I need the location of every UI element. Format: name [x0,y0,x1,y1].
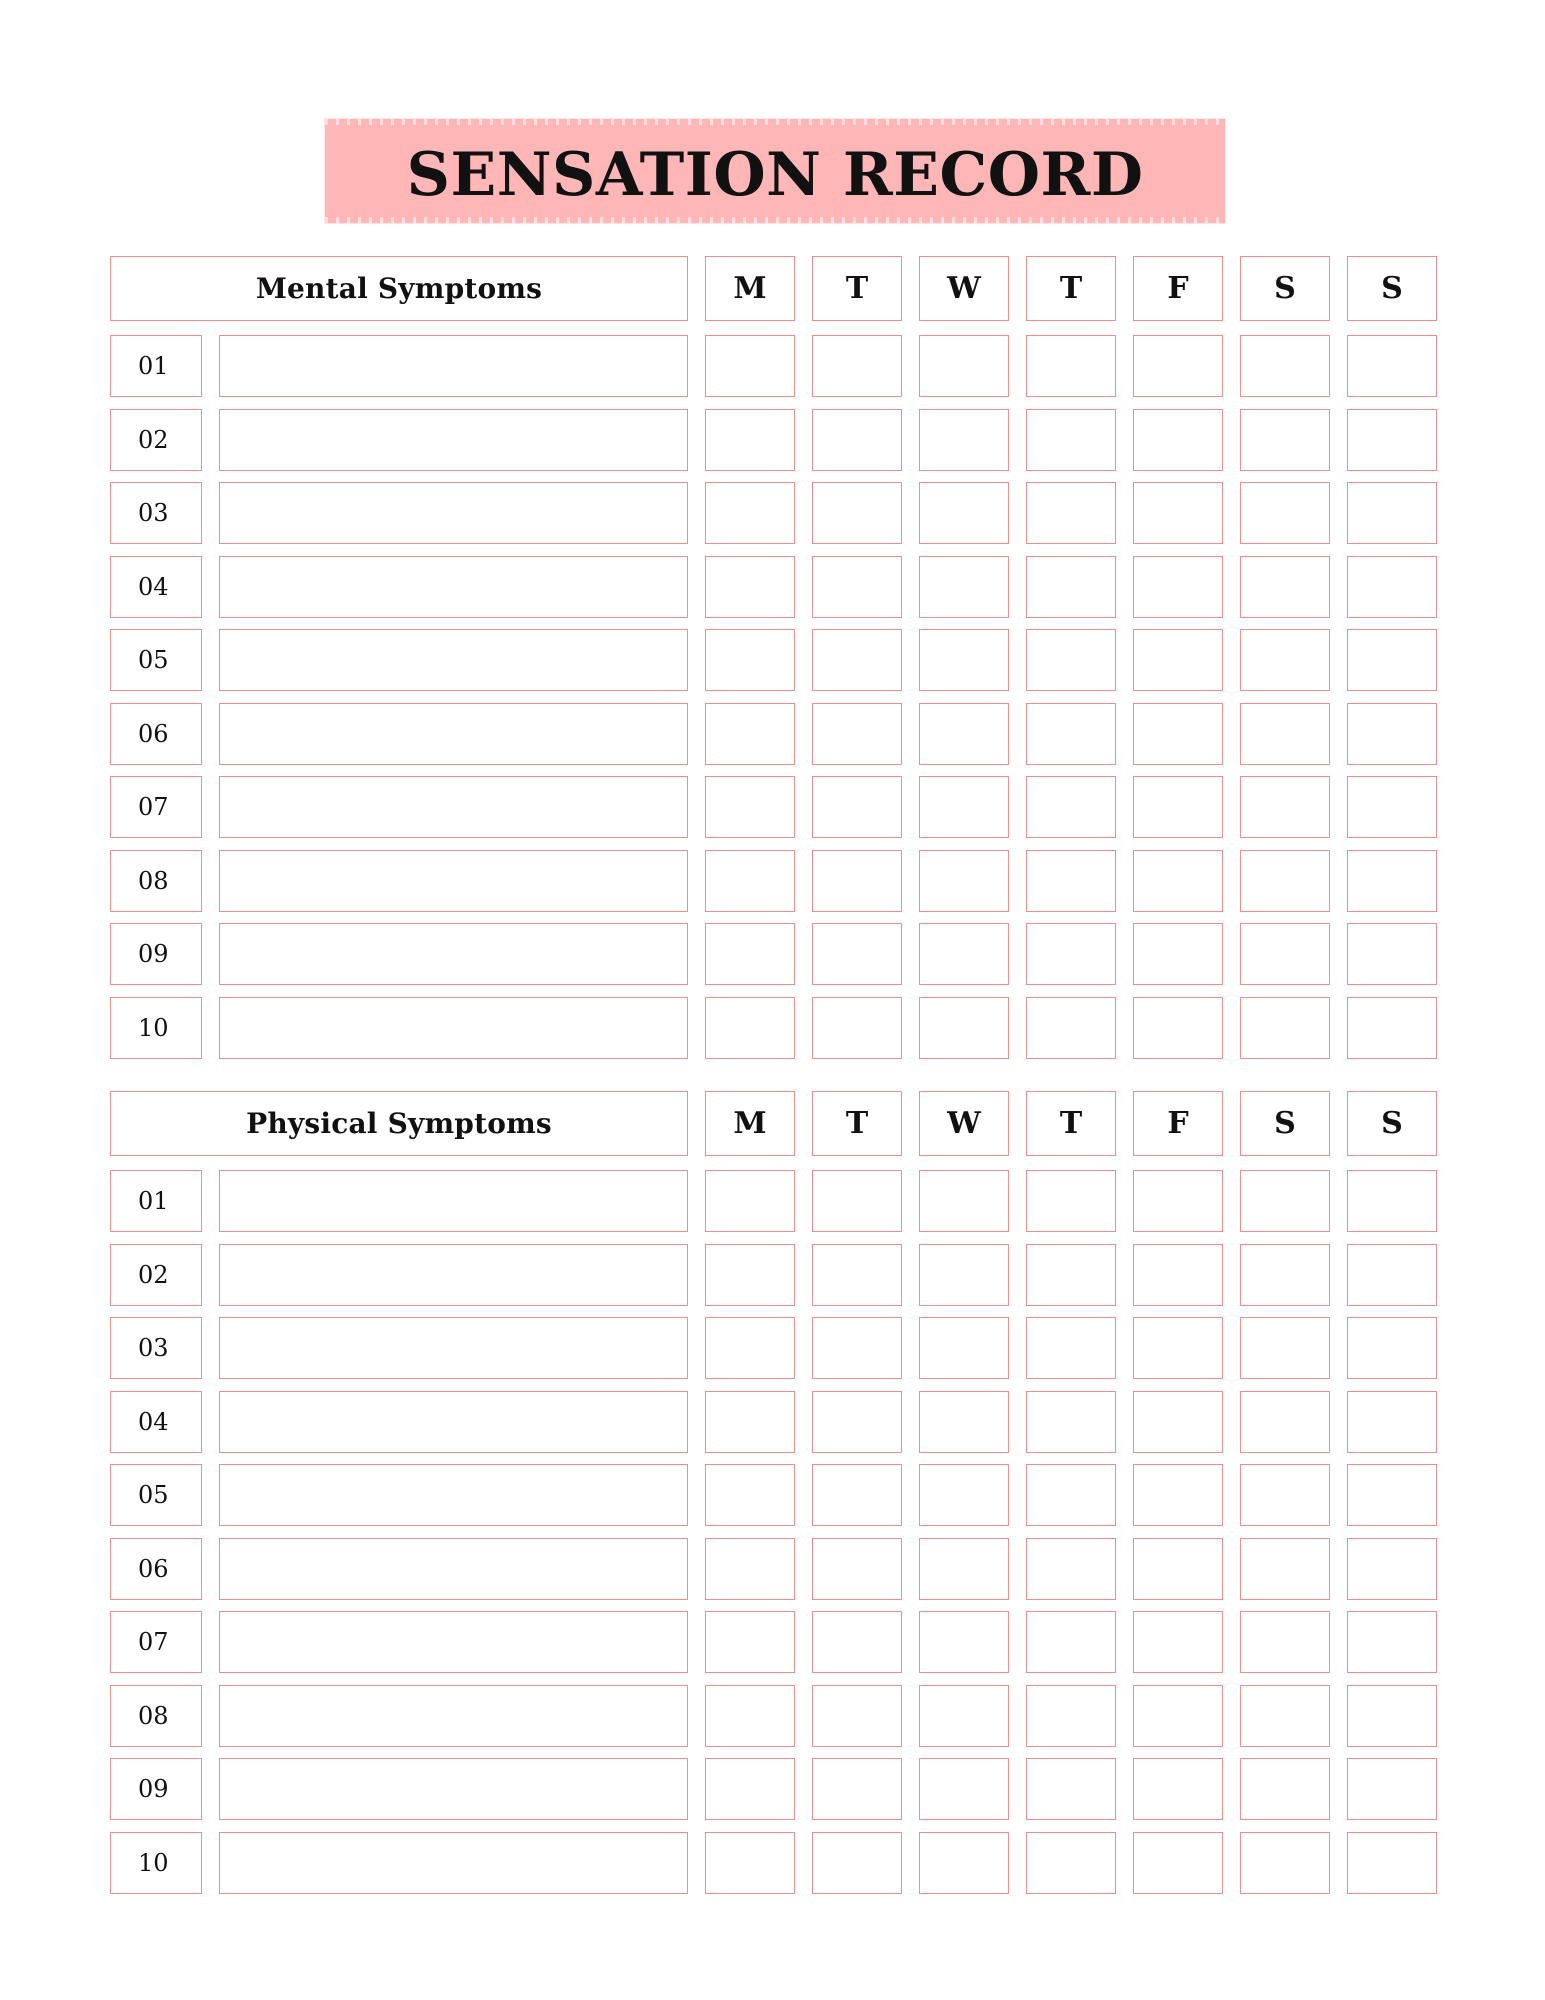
symptom-row [110,1317,1436,1379]
day-checkbox-fri[interactable] [1133,703,1223,765]
day-checkbox-tue[interactable] [812,850,902,912]
symptom-entry-field[interactable] [219,1391,688,1453]
day-checkbox-sat[interactable] [1240,482,1330,544]
day-checkbox-sat[interactable] [1240,1391,1330,1453]
day-checkbox-thu[interactable] [1026,1538,1116,1600]
day-checkbox-fri[interactable] [1133,1685,1223,1747]
symptom-entry-field[interactable] [219,335,688,397]
day-checkbox-fri[interactable] [1133,1244,1223,1306]
day-checkbox-wed[interactable] [919,1317,1009,1379]
day-checkbox-thu[interactable] [1026,1244,1116,1306]
day-checkbox-thu[interactable] [1026,409,1116,471]
row-number: 06 [110,1538,202,1600]
page-title: SENSATION RECORD [406,140,1144,210]
day-checkbox-sat[interactable] [1240,997,1330,1059]
day-checkbox-tue[interactable] [812,1464,902,1526]
day-checkbox-wed[interactable] [919,1685,1009,1747]
row-number: 01 [110,335,202,397]
day-header-sat: S [1240,256,1330,321]
day-checkbox-tue[interactable] [812,703,902,765]
day-checkbox-sun[interactable] [1347,556,1437,618]
day-header-wed: W [919,1091,1009,1156]
day-checkbox-sun[interactable] [1347,1685,1437,1747]
row-number: 10 [110,997,202,1059]
day-checkbox-fri[interactable] [1133,1758,1223,1820]
symptom-row [110,629,1436,691]
day-checkbox-thu[interactable] [1026,923,1116,985]
day-checkbox-sat[interactable] [1240,1685,1330,1747]
symptom-row [110,850,1436,912]
symptom-entry-field[interactable] [219,1832,688,1894]
day-checkbox-mon[interactable] [705,556,795,618]
row-number: 07 [110,776,202,838]
symptom-row [110,997,1436,1059]
day-checkbox-fri[interactable] [1133,1391,1223,1453]
day-checkbox-tue[interactable] [812,1538,902,1600]
symptom-row [110,1758,1436,1820]
day-checkbox-tue[interactable] [812,1391,902,1453]
day-checkbox-fri[interactable] [1133,923,1223,985]
day-checkbox-wed[interactable] [919,1464,1009,1526]
day-checkbox-sun[interactable] [1347,335,1437,397]
day-checkbox-wed[interactable] [919,776,1009,838]
day-checkbox-mon[interactable] [705,629,795,691]
day-checkbox-mon[interactable] [705,335,795,397]
day-checkbox-wed[interactable] [919,1758,1009,1820]
symptom-row [110,923,1436,985]
day-checkbox-sat[interactable] [1240,1611,1330,1673]
day-header-fri: F [1133,256,1223,321]
day-checkbox-tue[interactable] [812,997,902,1059]
day-checkbox-mon[interactable] [705,1758,795,1820]
day-checkbox-sat[interactable] [1240,850,1330,912]
day-checkbox-tue[interactable] [812,482,902,544]
day-checkbox-sun[interactable] [1347,850,1437,912]
day-checkbox-sun[interactable] [1347,409,1437,471]
day-checkbox-mon[interactable] [705,1317,795,1379]
day-checkbox-sat[interactable] [1240,1538,1330,1600]
symptom-row [110,703,1436,765]
symptom-row [110,1538,1436,1600]
day-checkbox-sun[interactable] [1347,1611,1437,1673]
day-checkbox-sat[interactable] [1240,409,1330,471]
day-checkbox-mon[interactable] [705,703,795,765]
day-checkbox-mon[interactable] [705,1538,795,1600]
day-checkbox-wed[interactable] [919,850,1009,912]
day-checkbox-sun[interactable] [1347,703,1437,765]
symptom-entry-field[interactable] [219,850,688,912]
symptom-entry-field[interactable] [219,776,688,838]
symptom-row [110,1685,1436,1747]
day-checkbox-thu[interactable] [1026,1170,1116,1232]
day-checkbox-mon[interactable] [705,1832,795,1894]
day-header-sun: S [1347,1091,1437,1156]
row-number: 02 [110,409,202,471]
symptom-row [110,1391,1436,1453]
row-number: 03 [110,482,202,544]
row-number: 09 [110,1758,202,1820]
day-checkbox-thu[interactable] [1026,850,1116,912]
day-checkbox-tue[interactable] [812,1317,902,1379]
day-checkbox-wed[interactable] [919,1244,1009,1306]
symptom-row [110,335,1436,397]
day-checkbox-fri[interactable] [1133,1464,1223,1526]
row-number: 05 [110,1464,202,1526]
day-checkbox-sat[interactable] [1240,1244,1330,1306]
day-checkbox-thu[interactable] [1026,482,1116,544]
day-checkbox-sun[interactable] [1347,629,1437,691]
day-checkbox-mon[interactable] [705,1391,795,1453]
row-number: 01 [110,1170,202,1232]
day-checkbox-mon[interactable] [705,1244,795,1306]
day-checkbox-mon[interactable] [705,1170,795,1232]
day-checkbox-tue[interactable] [812,1685,902,1747]
day-checkbox-mon[interactable] [705,850,795,912]
day-checkbox-wed[interactable] [919,335,1009,397]
day-checkbox-sun[interactable] [1347,1317,1437,1379]
day-checkbox-sat[interactable] [1240,629,1330,691]
row-number: 02 [110,1244,202,1306]
day-checkbox-wed[interactable] [919,1391,1009,1453]
row-number: 08 [110,850,202,912]
day-checkbox-sat[interactable] [1240,923,1330,985]
section-heading: Physical Symptoms [110,1091,688,1156]
row-number: 08 [110,1685,202,1747]
day-checkbox-sat[interactable] [1240,1317,1330,1379]
day-checkbox-sun[interactable] [1347,1758,1437,1820]
symptom-row [110,776,1436,838]
day-checkbox-fri[interactable] [1133,776,1223,838]
day-checkbox-sun[interactable] [1347,1391,1437,1453]
day-checkbox-fri[interactable] [1133,850,1223,912]
day-header-thu: T [1026,1091,1116,1156]
day-checkbox-sun[interactable] [1347,1244,1437,1306]
symptom-entry-field[interactable] [219,1758,688,1820]
row-number: 06 [110,703,202,765]
day-header-wed: W [919,256,1009,321]
day-checkbox-fri[interactable] [1133,335,1223,397]
day-checkbox-wed[interactable] [919,923,1009,985]
day-checkbox-sat[interactable] [1240,1170,1330,1232]
day-header-sun: S [1347,256,1437,321]
day-checkbox-sun[interactable] [1347,1170,1437,1232]
section-header-row [110,256,1436,321]
day-checkbox-wed[interactable] [919,1170,1009,1232]
day-header-tue: T [812,1091,902,1156]
day-checkbox-fri[interactable] [1133,556,1223,618]
section-header-row [110,1091,1436,1156]
row-number: 07 [110,1611,202,1673]
day-checkbox-mon[interactable] [705,923,795,985]
day-checkbox-fri[interactable] [1133,482,1223,544]
day-checkbox-wed[interactable] [919,1538,1009,1600]
day-checkbox-thu[interactable] [1026,1317,1116,1379]
day-checkbox-mon[interactable] [705,1685,795,1747]
row-number: 04 [110,556,202,618]
day-checkbox-sun[interactable] [1347,776,1437,838]
day-checkbox-tue[interactable] [812,1832,902,1894]
day-checkbox-fri[interactable] [1133,1317,1223,1379]
day-checkbox-sat[interactable] [1240,1464,1330,1526]
symptom-entry-field[interactable] [219,703,688,765]
day-checkbox-thu[interactable] [1026,1685,1116,1747]
symptom-entry-field[interactable] [219,1170,688,1232]
day-checkbox-sun[interactable] [1347,923,1437,985]
symptom-row [110,556,1436,618]
day-checkbox-fri[interactable] [1133,997,1223,1059]
day-header-mon: M [705,256,795,321]
day-checkbox-tue[interactable] [812,1244,902,1306]
day-checkbox-wed[interactable] [919,409,1009,471]
day-checkbox-mon[interactable] [705,482,795,544]
day-checkbox-thu[interactable] [1026,1832,1116,1894]
day-checkbox-sat[interactable] [1240,1832,1330,1894]
symptom-entry-field[interactable] [219,629,688,691]
section-heading: Mental Symptoms [110,256,688,321]
symptom-entry-field[interactable] [219,1464,688,1526]
day-checkbox-wed[interactable] [919,629,1009,691]
day-checkbox-thu[interactable] [1026,629,1116,691]
day-checkbox-wed[interactable] [919,1832,1009,1894]
day-checkbox-mon[interactable] [705,997,795,1059]
day-header-mon: M [705,1091,795,1156]
day-checkbox-wed[interactable] [919,482,1009,544]
symptom-row [110,1170,1436,1232]
row-number: 10 [110,1832,202,1894]
day-checkbox-wed[interactable] [919,703,1009,765]
day-checkbox-tue[interactable] [812,409,902,471]
day-checkbox-sun[interactable] [1347,482,1437,544]
day-header-tue: T [812,256,902,321]
day-checkbox-sat[interactable] [1240,1758,1330,1820]
day-checkbox-fri[interactable] [1133,1538,1223,1600]
day-checkbox-tue[interactable] [812,1611,902,1673]
day-checkbox-wed[interactable] [919,1611,1009,1673]
row-number: 04 [110,1391,202,1453]
symptom-entry-field[interactable] [219,997,688,1059]
day-checkbox-fri[interactable] [1133,409,1223,471]
day-checkbox-tue[interactable] [812,776,902,838]
symptom-row [110,1832,1436,1894]
day-checkbox-sun[interactable] [1347,1832,1437,1894]
symptom-entry-field[interactable] [219,1685,688,1747]
day-checkbox-wed[interactable] [919,997,1009,1059]
day-header-thu: T [1026,256,1116,321]
day-checkbox-thu[interactable] [1026,1391,1116,1453]
day-header-sat: S [1240,1091,1330,1156]
symptom-row [110,1464,1436,1526]
symptom-entry-field[interactable] [219,409,688,471]
symptom-entry-field[interactable] [219,556,688,618]
day-checkbox-thu[interactable] [1026,1758,1116,1820]
symptom-row [110,1611,1436,1673]
day-header-fri: F [1133,1091,1223,1156]
symptom-row [110,409,1436,471]
day-checkbox-thu[interactable] [1026,335,1116,397]
day-checkbox-thu[interactable] [1026,1611,1116,1673]
title-banner [325,119,1225,223]
day-checkbox-fri[interactable] [1133,629,1223,691]
day-checkbox-tue[interactable] [812,556,902,618]
day-checkbox-sun[interactable] [1347,1464,1437,1526]
day-checkbox-fri[interactable] [1133,1832,1223,1894]
day-checkbox-mon[interactable] [705,776,795,838]
row-number: 03 [110,1317,202,1379]
symptom-entry-field[interactable] [219,1317,688,1379]
day-checkbox-fri[interactable] [1133,1611,1223,1673]
day-checkbox-tue[interactable] [812,1170,902,1232]
day-checkbox-mon[interactable] [705,1611,795,1673]
symptom-entry-field[interactable] [219,1611,688,1673]
symptom-row [110,1244,1436,1306]
row-number: 05 [110,629,202,691]
day-checkbox-tue[interactable] [812,1758,902,1820]
day-checkbox-thu[interactable] [1026,997,1116,1059]
day-checkbox-tue[interactable] [812,923,902,985]
symptom-row [110,482,1436,544]
day-checkbox-thu[interactable] [1026,703,1116,765]
day-checkbox-wed[interactable] [919,556,1009,618]
day-checkbox-sun[interactable] [1347,997,1437,1059]
day-checkbox-tue[interactable] [812,629,902,691]
day-checkbox-thu[interactable] [1026,776,1116,838]
day-checkbox-fri[interactable] [1133,1170,1223,1232]
day-checkbox-sun[interactable] [1347,1538,1437,1600]
symptom-entry-field[interactable] [219,1244,688,1306]
day-checkbox-thu[interactable] [1026,1464,1116,1526]
day-checkbox-thu[interactable] [1026,556,1116,618]
day-checkbox-mon[interactable] [705,409,795,471]
day-checkbox-sat[interactable] [1240,776,1330,838]
symptom-entry-field[interactable] [219,482,688,544]
day-checkbox-sat[interactable] [1240,703,1330,765]
row-number: 09 [110,923,202,985]
day-checkbox-mon[interactable] [705,1464,795,1526]
day-checkbox-tue[interactable] [812,335,902,397]
day-checkbox-sat[interactable] [1240,556,1330,618]
symptom-entry-field[interactable] [219,1538,688,1600]
symptom-entry-field[interactable] [219,923,688,985]
day-checkbox-sat[interactable] [1240,335,1330,397]
